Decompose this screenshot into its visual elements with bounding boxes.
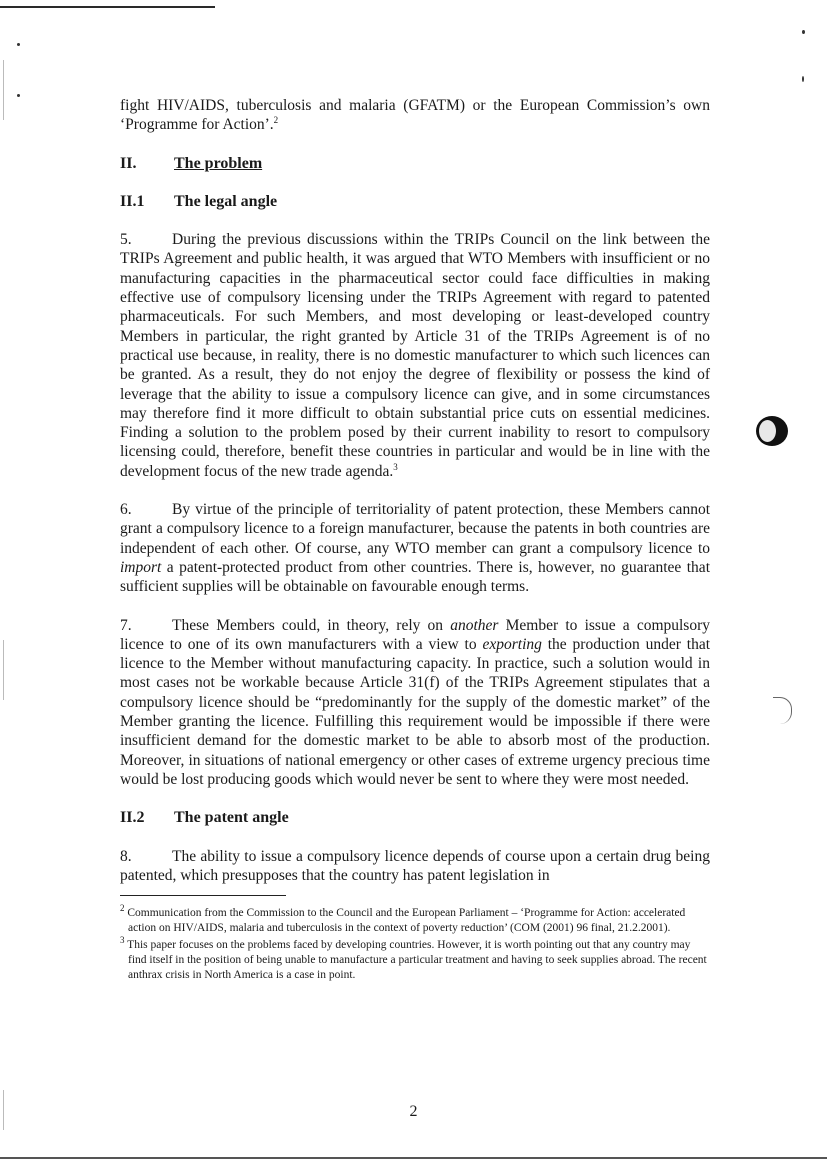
paragraph-text: By virtue of the principle of territoriality of patent protection, these Members cannot grant a compulsory licence to a foreign manufacturer, because the patents in both countries are independent of each other. Of course, any WTO member can grant a compulsory licence to xyxy=(120,501,710,557)
bottom-rule xyxy=(0,1157,827,1159)
section-title: The problem xyxy=(174,154,263,172)
footnote xyxy=(120,935,710,983)
emphasis: import xyxy=(120,558,162,576)
paragraph-5 xyxy=(120,230,710,481)
section-title: The legal angle xyxy=(174,192,278,210)
paragraph-text: a patent-protected product from other countries. There is, however, no guarantee that sufficient supplies will be obtainable on favourable enough terms. xyxy=(120,558,710,596)
scan-speck xyxy=(802,76,804,82)
main-text xyxy=(120,96,710,985)
paragraph-8 xyxy=(120,847,710,886)
paragraph-text: the production under that licence to the Member without manufacturing capacity. In practice, such a solution would in most cases not be workable because Article 31(f) of the TRIPs Agreement stipulates that a compulsory licence should be “predominantly for the supply of the domestic market” of the Member granting the licence. Fulfilling this requirement would be impossible if there were insufficient demand for the domestic market to be able to absorb most of the production. Moreover, in situations of national emergency or other cases of extreme urgency precious time would be lost producing goods which would never be sent to where they were most needed. xyxy=(120,635,710,788)
section-heading-ii xyxy=(120,154,710,173)
scan-edge-mark xyxy=(3,640,4,700)
scan-speck xyxy=(17,94,20,97)
paragraph-text: The ability to issue a compulsory licence depends of course upon a certain drug being patented, which presupposes that the country has patent legislation in xyxy=(120,847,710,884)
footnote-ref: 3 xyxy=(393,461,398,472)
paragraph-text: Member to issue a compulsory licence to one of its own manufacturers with a view to xyxy=(120,616,710,653)
section-number: II.2 xyxy=(120,809,145,827)
footnote-mark: 2 xyxy=(120,903,125,914)
intro-paragraph xyxy=(120,96,710,135)
emphasis: another xyxy=(450,616,499,634)
section-number: II. xyxy=(120,154,137,172)
section-heading-ii-1 xyxy=(120,192,710,211)
footnote-separator xyxy=(120,895,286,896)
scan-speck xyxy=(17,43,20,46)
footnote-ref: 2 xyxy=(273,115,279,126)
scan-curl-mark xyxy=(773,697,792,724)
punch-hole-mark xyxy=(756,416,788,446)
emphasis: exporting xyxy=(482,635,542,653)
paragraph-number: 6. xyxy=(120,501,132,519)
footnote-mark: 3 xyxy=(120,935,125,946)
intro-text: fight HIV/AIDS, tuberculosis and malaria (GFATM) or the European Commission’s own ‘Programme for Action’. xyxy=(120,97,710,134)
paragraph-text: During the previous discussions within the TRIPs Council on the link between the TRIPs Agreement and public health, it was argued that WTO Members with insufficient or no manufacturing capacities in the pharmaceutical sector could face difficulties in making effective use of compulsory licensing under the TRIPs Agreement with regard to patented pharmaceuticals. For such Members, and most developing or least-developed country Members in particular, the right granted by Article 31 of the TRIPs Agreement is of no practical use because, in reality, there is no domestic manufacturer to which such licences can be granted. As a result, they do not enjoy the degree of flexibility or possess the kind of leverage that the ability to issue a compulsory licence can give, and in some circumstances may therefore find it more difficult to obtain substantial price cuts on essential medicines. Finding a solution to the problem posed by their current inability to resort to compulsory licensing could, therefore, benefit these countries in particular and would be in line with the development focus of the new trade agenda. xyxy=(120,231,710,480)
paragraph-6 xyxy=(120,500,710,596)
scan-edge-mark xyxy=(3,60,4,120)
page-number: 2 xyxy=(409,1103,418,1120)
paragraph-7 xyxy=(120,616,710,790)
section-number: II.1 xyxy=(120,192,145,210)
paragraph-text: These Members could, in theory, rely on xyxy=(172,616,451,634)
scan-speck xyxy=(802,30,805,34)
paragraph-number: 5. xyxy=(120,231,132,249)
paragraph-number: 8. xyxy=(120,847,132,865)
footnote-text: Communication from the Commission to the Council and the European Parliament – ‘Programme for Action: accelerated action on HIV/AIDS, malaria and tuberculosis in the context of poverty reduction’ (COM (2001) 96 final, 21.2.2001). xyxy=(127,907,686,935)
section-title: The patent angle xyxy=(174,809,289,827)
section-heading-ii-2 xyxy=(120,808,710,827)
top-rule xyxy=(0,6,215,8)
footnote xyxy=(120,903,710,936)
footnote-text: This paper focuses on the problems faced by developing countries. However, it is worth pointing out that any country may find itself in the position of being unable to manufacture a particular treatment and having to seek supplies abroad. The recent anthrax crisis in North America is a case in point. xyxy=(127,939,707,982)
paragraph-number: 7. xyxy=(120,616,132,634)
